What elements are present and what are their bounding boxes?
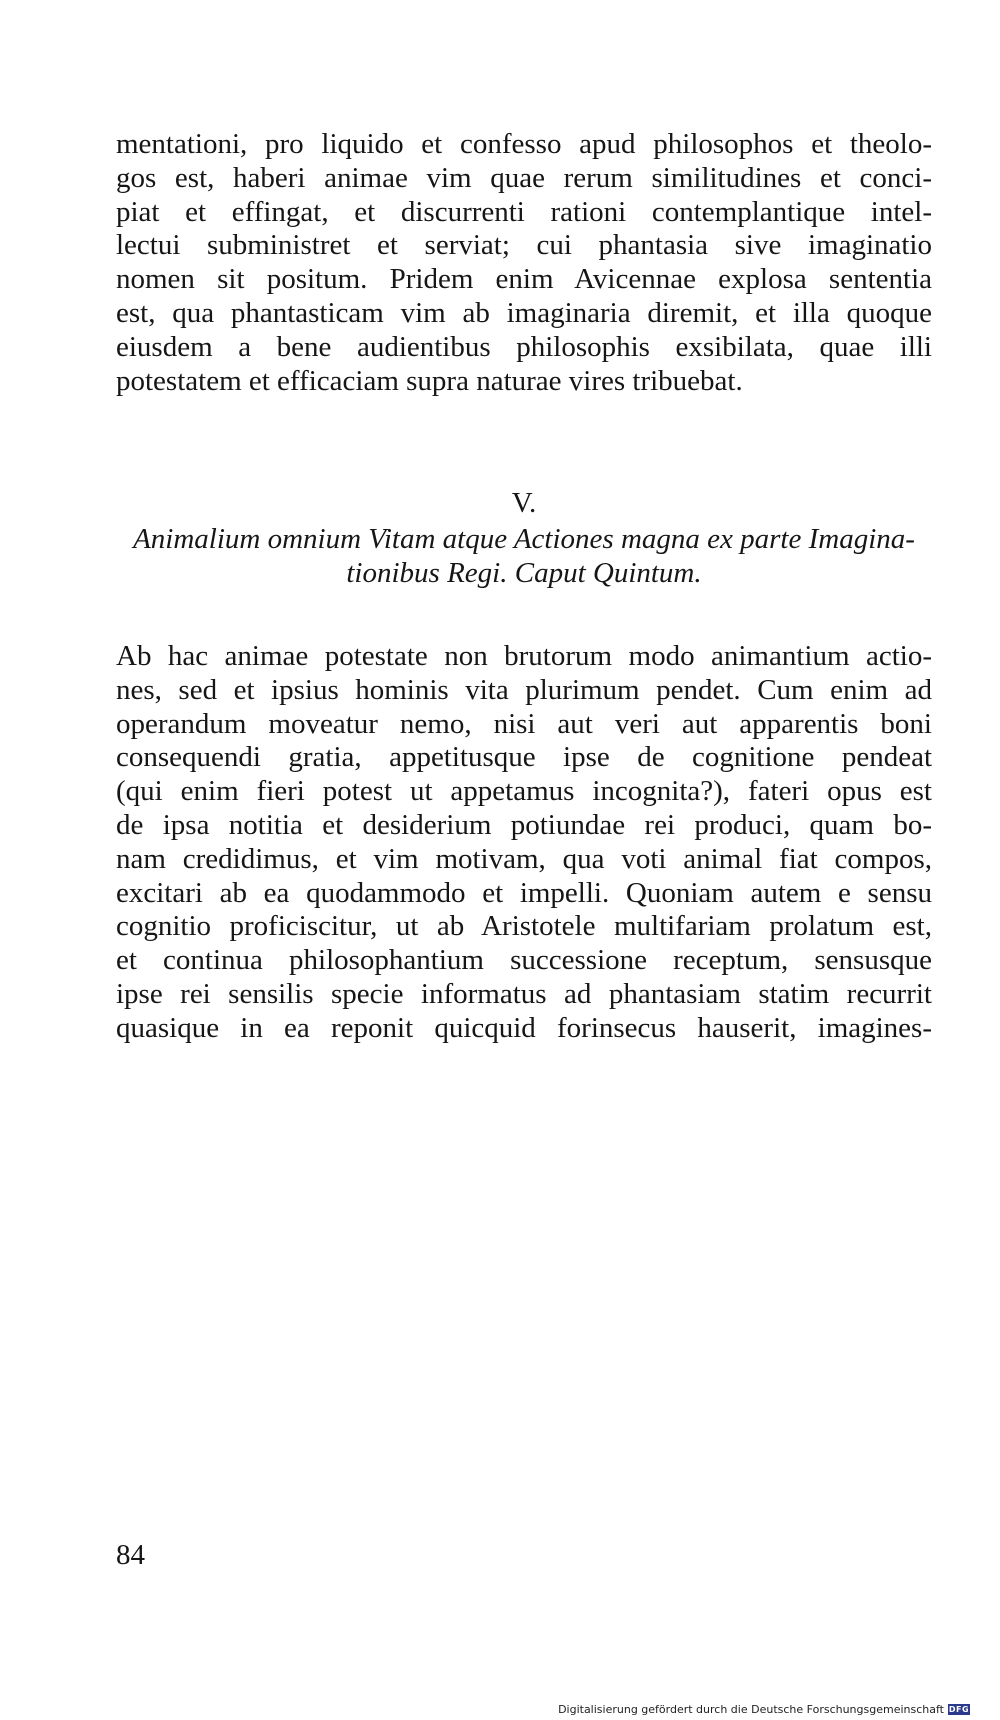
- text-line: consequendi gratia, appetitusque ipse de cognitione pendeat: [116, 741, 932, 774]
- text-line: gos est, haberi animae vim quae rerum similitudines et conci-: [116, 161, 932, 194]
- chapter-title-line: Animalium omnium Vitam atque Actiones magna ex parte Imagina-: [133, 523, 915, 555]
- text-line: (qui enim fieri potest ut appetamus incognita?), fateri opus est: [116, 775, 932, 808]
- text-line: Ab hac animae potestate non brutorum modo animantium actio-: [116, 640, 932, 672]
- text-line: est, qua phantasticam vim ab imaginaria diremit, et illa quoque: [116, 296, 932, 329]
- paragraph-1: [116, 128, 932, 398]
- paragraph-2: [116, 640, 932, 1046]
- chapter-title: [116, 522, 932, 590]
- text-line: nam credidimus, et vim motivam, qua voti animal fiat compos,: [116, 842, 932, 875]
- footer-credit: [558, 1703, 970, 1716]
- chapter-number: V.: [511, 487, 537, 519]
- text-line: piat et effingat, et discurrenti rationi contemplantique intel-: [116, 195, 932, 228]
- text-line: de ipsa notitia et desiderium potiundae rei produci, quam bo-: [116, 808, 932, 841]
- chapter-heading: [116, 486, 932, 520]
- text-line: nomen sit positum. Pridem enim Avicennae explosa sententia: [116, 263, 932, 296]
- text-line: excitari ab ea quodammodo et impelli. Quoniam autem e sensu: [116, 876, 932, 909]
- text-line: eiusdem a bene audientibus philosophis exsibilata, quae illi: [116, 330, 932, 363]
- text-line: operandum moveatur nemo, nisi aut veri aut apparentis boni: [116, 707, 932, 740]
- text-line: mentationi, pro liquido et confesso apud philosophos et theolo-: [116, 128, 932, 160]
- text-line: lectui subministret et serviat; cui phantasia sive imaginatio: [116, 229, 932, 262]
- text-line: cognitio proficiscitur, ut ab Aristotele multifariam prolatum est,: [116, 910, 932, 943]
- text-line: quasique in ea reponit quicquid forinsecus hauserit, imagines-: [116, 1011, 932, 1044]
- dfg-logo-icon: DFG: [948, 1705, 970, 1714]
- text-line: ipse rei sensilis specie informatus ad phantasiam statim recurrit: [116, 977, 932, 1010]
- footer-credit-text: Digitalisierung gefördert durch die Deutsche Forschungsgemeinschaft: [558, 1703, 944, 1716]
- page-number: 84: [116, 1539, 145, 1571]
- text-line: nes, sed et ipsius hominis vita plurimum pendet. Cum enim ad: [116, 673, 932, 706]
- text-line: potestatem et efficaciam supra naturae vires tribuebat.: [116, 364, 743, 397]
- chapter-title-line: tionibus Regi. Caput Quintum.: [346, 556, 702, 589]
- text-line: et continua philosophantium successione receptum, sensusque: [116, 944, 932, 977]
